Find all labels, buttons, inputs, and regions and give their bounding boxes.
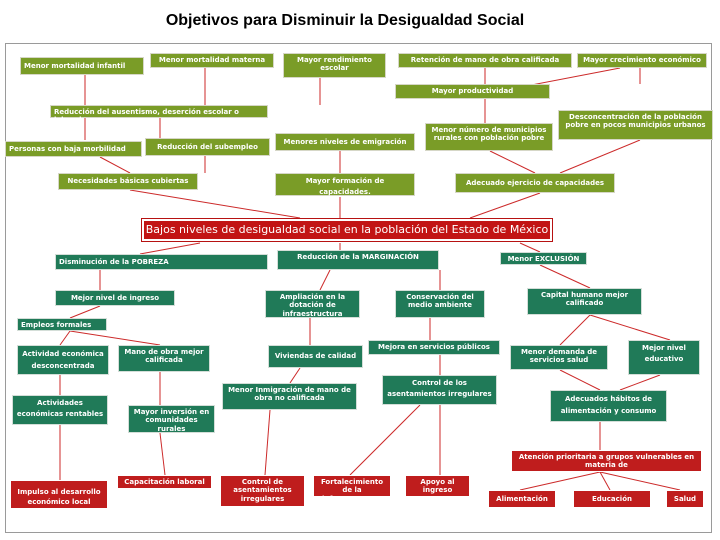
node-menor-mortalidad-materna: Menor mortalidad materna <box>150 53 274 68</box>
node-personas-baja-morbilidad: Personas con baja morbilidad <box>5 141 142 157</box>
node-apoyo-ingreso: Apoyo al ingreso <box>405 475 470 497</box>
node-menor-municipios-rurales: Menor número de municipios rurales con población pobre <box>425 123 553 151</box>
node-habitos-alimentacion: Adecuados hábitos de alimentación y consumo <box>550 390 667 422</box>
node-impulso-desarrollo-local: Impulso al desarrollo económico local <box>10 480 108 509</box>
node-salud: Salud <box>666 490 704 508</box>
node-actividad-desconcentrada: Actividad económica desconcentrada <box>17 345 109 375</box>
node-desconcentracion-poblacion: Desconcentración de la población pobre en pocos municipios urbanos <box>558 110 713 140</box>
page-title: Objetivos para Disminuir la Desigualdad Social <box>165 12 525 29</box>
node-menor-inmigracion: Menor Inmigración de mano de obra no calificada <box>222 383 357 410</box>
node-adecuado-ejercicio: Adecuado ejercicio de capacidades <box>455 173 615 193</box>
node-retencion-mano-obra: Retención de mano de obra calificada <box>398 53 572 68</box>
node-atencion-prioritaria: Atención prioritaria a grupos vulnerables en materia de <box>511 450 702 472</box>
core-problem-box: Bajos niveles de desigualdad social en la población del Estado de México <box>142 219 552 241</box>
node-ampliacion-infraestructura: Ampliación en la dotación de infraestructura <box>265 290 360 318</box>
node-mayor-rendimiento-escolar: Mayor rendimiento escolar <box>283 53 386 78</box>
node-control-asentamientos-irregulares-1: Control de los asentamientos irregulares <box>382 375 497 405</box>
node-reduccion-ausentismo: Reducción del ausentismo, deserción escolar o laboral <box>50 105 268 118</box>
node-necesidades-basicas: Necesidades básicas cubiertas <box>58 173 198 190</box>
node-mano-obra-calificada: Mano de obra mejor calificada <box>118 345 210 372</box>
node-viviendas-calidad: Viviendas de calidad <box>268 345 363 368</box>
node-actividades-rentables: Actividades económicas rentables <box>12 395 108 425</box>
node-reduccion-marginacion: Reducción de la MARGINACIÓN <box>277 250 439 270</box>
node-capacitacion-laboral: Capacitación laboral <box>117 475 212 489</box>
node-menor-exclusion: Menor EXCLUSIÓN <box>500 252 587 265</box>
node-mejor-ingreso: Mejor nivel de ingreso <box>55 290 175 306</box>
node-mayor-crecimiento-economico: Mayor crecimiento económico <box>577 53 707 68</box>
node-alimentacion: Alimentación <box>488 490 556 508</box>
node-menor-mortalidad-infantil: Menor mortalidad infantil <box>20 57 144 75</box>
node-mayor-inversion-rural: Mayor inversión en comunidades rurales <box>128 405 215 433</box>
node-conservacion-medio-ambiente: Conservación del medio ambiente <box>395 290 485 318</box>
node-control-asentamientos-irregulares-2: Control de asentamientos irregulares <box>220 475 305 507</box>
node-disminucion-pobreza: Disminución de la POBREZA <box>55 254 268 270</box>
node-mejor-nivel-educativo: Mejor nivel educativo <box>628 340 700 375</box>
node-mayor-formacion-capacidades: Mayor formación de capacidades. <box>275 173 415 196</box>
node-reduccion-subempleo: Reducción del subempleo <box>145 138 270 156</box>
node-menor-demanda-salud: Menor demanda de servicios salud <box>510 345 608 370</box>
node-educacion: Educación <box>573 490 651 508</box>
node-fortalecimiento-infraestructura: Fortalecimiento de la infraestructura <box>313 475 391 497</box>
node-empleos-formales: Empleos formales <box>17 318 107 331</box>
node-capital-humano: Capital humano mejor calificado <box>527 288 642 315</box>
node-mayor-productividad: Mayor productividad <box>395 84 550 99</box>
node-mejora-servicios-publicos: Mejora en servicios públicos <box>368 340 500 355</box>
node-menores-emigracion: Menores niveles de emigración <box>275 133 415 151</box>
